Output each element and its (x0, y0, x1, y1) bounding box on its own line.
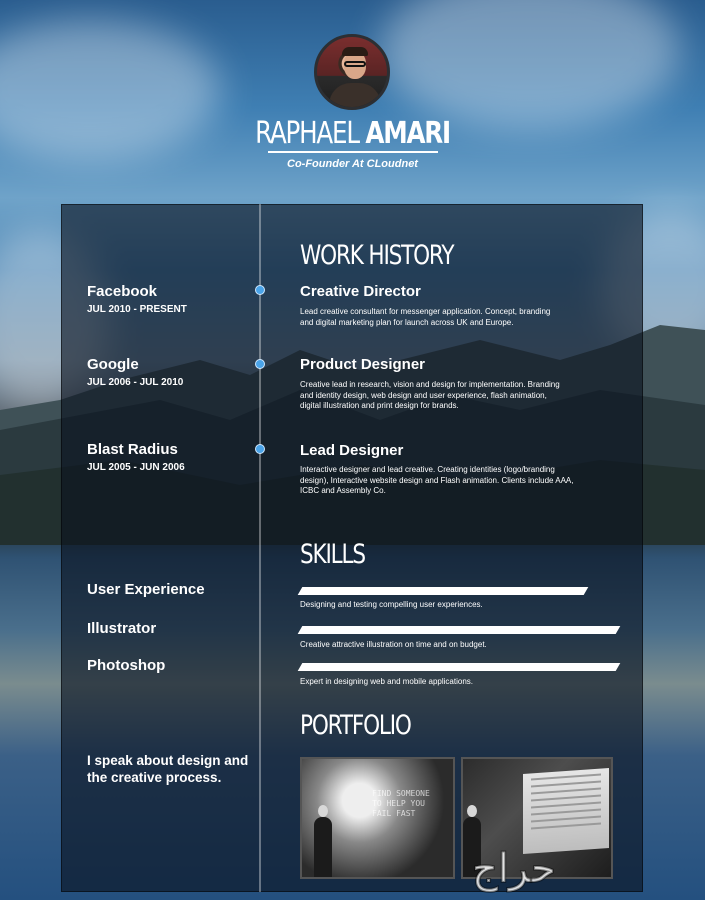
name-underline (268, 151, 438, 153)
profile-name: RAPHAEL AMARI (255, 116, 450, 151)
skill-level-bar (298, 663, 621, 671)
skills-title: SKILLS (300, 539, 365, 570)
job-title: Lead Designer (300, 442, 404, 459)
employment-dates: JUL 2005 - JUN 2006 (87, 462, 185, 473)
timeline-dot (255, 444, 265, 454)
employment-dates: JUL 2010 - PRESENT (87, 304, 187, 315)
company-name: Facebook (87, 283, 158, 300)
skill-name: Illustrator (87, 620, 157, 637)
skill-name: Photoshop (87, 657, 166, 674)
job-description: Interactive designer and lead creative. Creating identities (logo/branding design), Interactive website design and Flash animation. Clients include AAA, ICBC and Assembly Co. (300, 465, 574, 495)
job-description: Creative lead in research, vision and design for implementation. Branding and identity design, web design and user experience, flash animation, digital illustration and print design for brands. (300, 380, 560, 410)
job-title: Creative Director (300, 283, 421, 300)
cloud (380, 0, 680, 130)
presentation-screen (523, 768, 609, 854)
watermark-logo: حراج (472, 846, 556, 892)
timeline-dot (255, 359, 265, 369)
skill-description: Designing and testing compelling user experiences. (300, 600, 483, 609)
job-title: Product Designer (300, 356, 426, 373)
profile-role: Co-Founder At CLoudnet (287, 158, 418, 170)
skill-level-bar (298, 626, 621, 634)
portfolio-thumbnail[interactable] (300, 757, 455, 879)
slide-text: FIND SOMEONE TO HELP YOU FAIL FAST (372, 789, 430, 818)
portfolio-title: PORTFOLIO (300, 710, 411, 741)
employment-dates: JUL 2006 - JUL 2010 (87, 377, 184, 388)
work-history-title: WORK HISTORY (300, 240, 454, 271)
job-description: Lead creative consultant for messenger application. Concept, branding and digital marketing plan for launch across UK and Europe. (300, 307, 551, 327)
avatar (314, 34, 390, 110)
company-name: Blast Radius (87, 441, 178, 458)
skill-level-bar (298, 587, 589, 595)
skill-name: User Experience (87, 581, 205, 598)
skill-description: Creative attractive illustration on time and on budget. (300, 640, 487, 649)
company-name: Google (87, 356, 139, 373)
portfolio-blurb: I speak about design and the creative process. (87, 753, 249, 785)
timeline-divider (259, 204, 261, 892)
timeline-dot (255, 285, 265, 295)
skill-description: Expert in designing web and mobile applications. (300, 677, 473, 686)
